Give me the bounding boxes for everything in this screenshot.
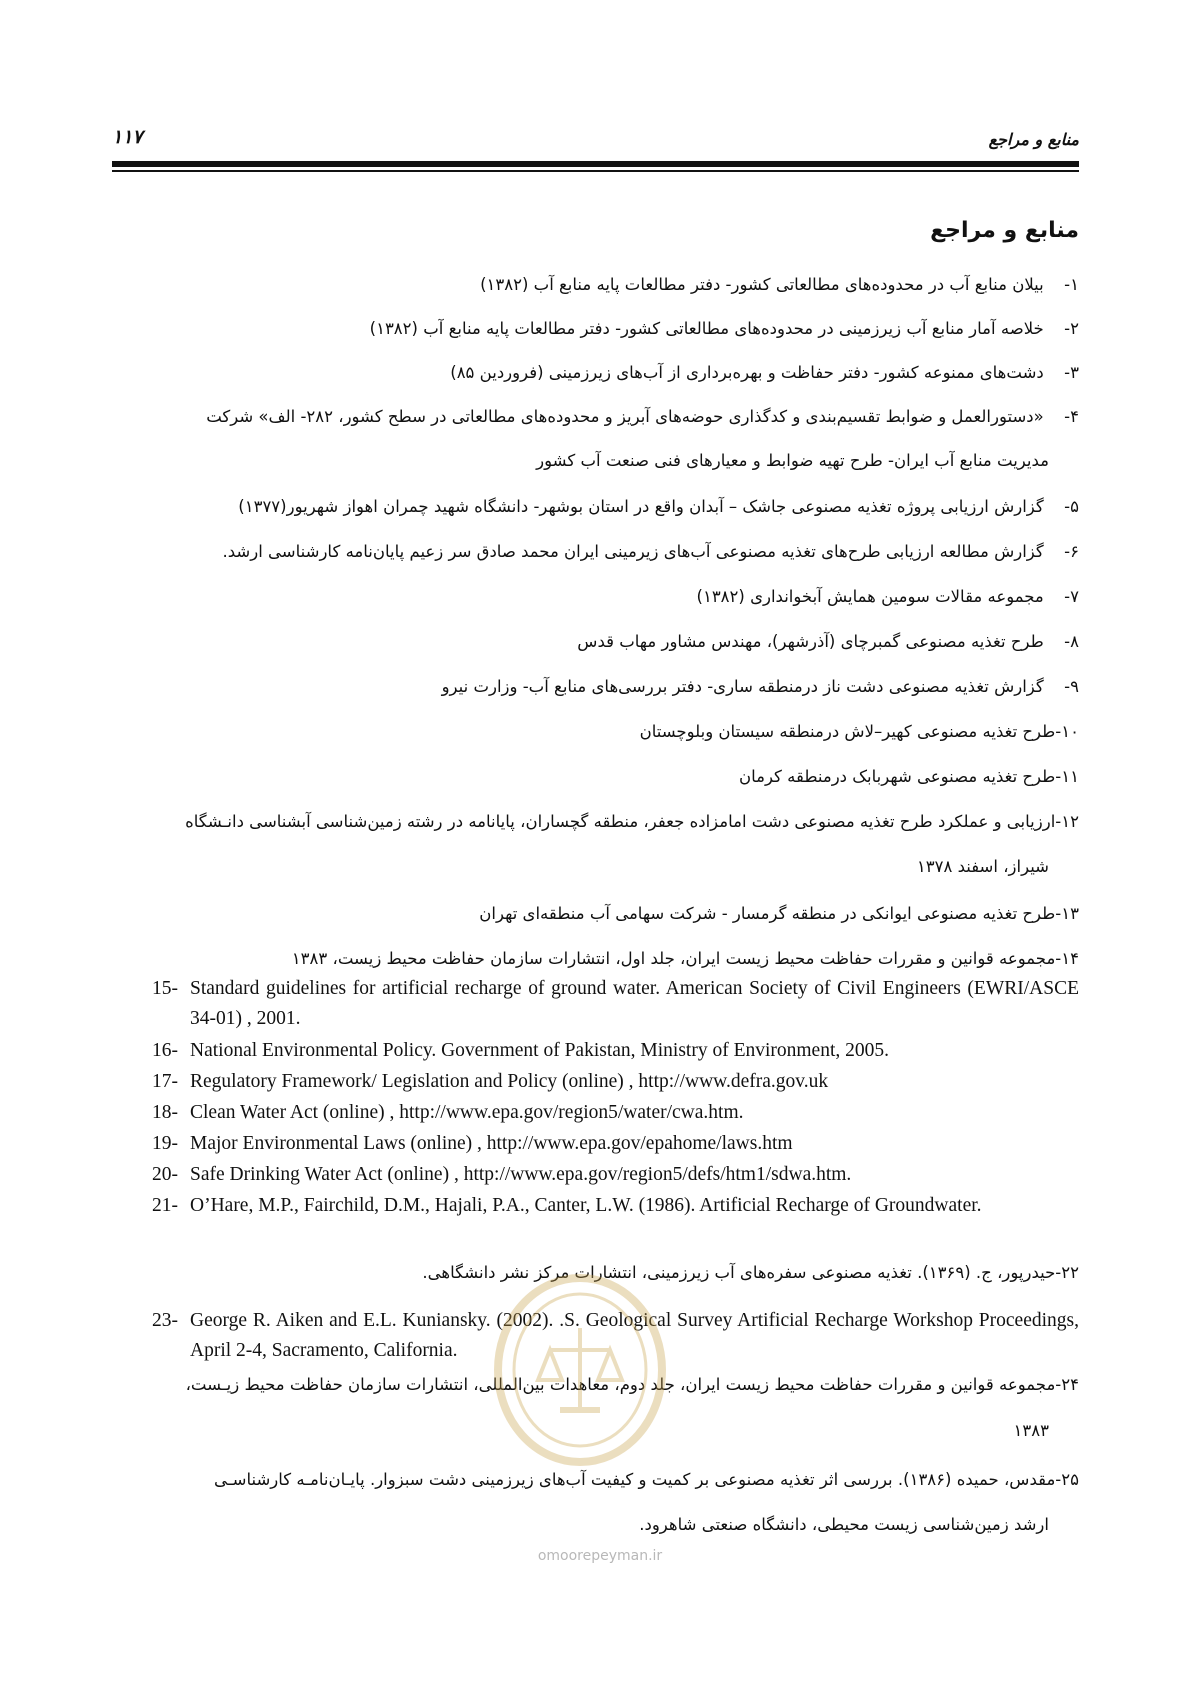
reference-item: 17- Regulatory Framework/ Legislation and Policy (online) , http://www.defra.gov.uk <box>152 1071 829 1092</box>
reference-item: 23- George R. Aiken and E.L. Kuniansky. (2002). .S. Geological Survey Artificial Recharge Workshop Proceedings, April 2-4, Sacramento, California. <box>152 1310 1079 1361</box>
reference-item: ۱۴-مجموعه قوانین و مقررات حفاظت محیط زیست ایران، جلد اول، انتشارات سازمان حفاظت محیط زیست، ۱۳۸۳ <box>291 949 1079 968</box>
reference-item: 16- National Environmental Policy. Government of Pakistan, Ministry of Environment, 2005. <box>152 1040 890 1061</box>
reference-item: 18- Clean Water Act (online) , http://www.epa.gov/region5/water/cwa.htm. <box>152 1102 744 1123</box>
running-header <box>112 126 1079 156</box>
page-number: ۱۱۷ <box>112 126 143 148</box>
header-rule-thin <box>112 170 1079 172</box>
watermark-seal-icon <box>490 1270 670 1470</box>
reference-item: ۱۰-طرح تغذیه مصنوعی کهیر–لاش درمنطقه سیستان وبلوچستان <box>639 722 1079 741</box>
reference-item: ۸- طرح تغذیه مصنوعی گمبرچای (آذرشهر)، مهندس مشاور مهاب قدس <box>577 632 1079 651</box>
reference-item: 21- O’Hare, M.P., Fairchild, D.M., Hajali, P.A., Canter, L.W. (1986). Artificial Recharge of Groundwater. <box>152 1195 982 1216</box>
running-title: منابع و مراجع <box>988 130 1079 149</box>
reference-continuation: ارشد زمین‌شناسی زیست محیطی، دانشگاه صنعتی شاهرود. <box>639 1515 1049 1534</box>
reference-continuation: مدیریت منابع آب ایران- طرح تهیه ضوابط و معیارهای فنی صنعت آب کشور <box>536 451 1049 470</box>
reference-continuation: ۱۳۸۳ <box>1013 1421 1049 1440</box>
reference-item: ۲- خلاصه آمار منابع آب زیرزمینی در محدوده‌های مطالعاتی کشور- دفتر مطالعات پایه منابع آب (۱۳۸۲) <box>369 319 1079 338</box>
reference-item: ۵- گزارش ارزیابی پروژه تغذیه مصنوعی جاشک – آبدان واقع در استان بوشهر- دانشگاه شهید چمران اهواز شهریور(۱۳۷۷) <box>238 497 1079 516</box>
reference-item: ۲۲-حیدرپور، ج. (۱۳۶۹). تغذیه مصنوعی سفره‌های آب زیرزمینی، انتشارات مرکز نشر دانشگاهی. <box>422 1263 1079 1282</box>
reference-item: 15- Standard guidelines for artificial recharge of ground water. American Society of Civil Engineers (EWRI/ASCE 34-01) , 2001. <box>152 978 1079 1029</box>
reference-item: ۱۲-ارزیابی و عملکرد طرح تغذیه مصنوعی دشت امامزاده جعفر، منطقه گچساران، پایانامه در رشته زمین‌شناسی آبشناسی دانـشگاه <box>185 812 1079 831</box>
watermark-text: omoorepeyman.ir <box>537 1548 663 1564</box>
reference-item: ۹- گزارش تغذیه مصنوعی دشت ناز درمنطقه ساری- دفتر بررسی‌های منابع آب- وزارت نیرو <box>441 677 1079 696</box>
reference-item: ۲۵-مقدس، حمیده (۱۳۸۶). بررسی اثر تغذیه مصنوعی بر کمیت و کیفیت آب‌های زیرزمینی دشت سبزوار. پایـان‌نامـه کارشناسـی <box>214 1470 1079 1489</box>
reference-item: ۶- گزارش مطالعه ارزیابی طرح‌های تغذیه مصنوعی آب‌های زیرمینی ایران محمد صادق سر زعیم پایان‌نامه کارشناسی ارشد. <box>222 542 1079 561</box>
reference-item: 19- Major Environmental Laws (online) , http://www.epa.gov/epahome/laws.htm <box>152 1133 793 1154</box>
header-rule-thick <box>112 161 1079 167</box>
reference-item: ۲۴-مجموعه قوانین و مقررات حفاظت محیط زیست ایران، جلد دوم، معاهدات بین‌المللی، انتشارات سازمان حفاظت محیط زیـست، <box>185 1375 1079 1394</box>
reference-item: ۴- «دستورالعمل و ضوابط تقسیم‌بندی و کدگذاری حوضه‌های آبریز و محدوده‌های مطالعاتی در سطح کشور، ۲۸۲- الف» شرکت <box>206 407 1079 426</box>
reference-item: ۳- دشت‌های ممنوعه کشور- دفتر حفاظت و بهره‌برداری از آب‌های زیرزمینی (فروردین ۸۵) <box>450 363 1079 382</box>
reference-item: ۱- بیلان منابع آب در محدوده‌های مطالعاتی کشور- دفتر مطالعات پایه منابع آب (۱۳۸۲) <box>480 275 1079 294</box>
section-heading: منابع و مراجع <box>930 218 1079 243</box>
reference-continuation: شیراز، اسفند ۱۳۷۸ <box>916 857 1049 876</box>
reference-item: 20- Safe Drinking Water Act (online) , http://www.epa.gov/region5/defs/htm1/sdwa.htm. <box>152 1164 852 1185</box>
reference-item: ۷- مجموعه مقالات سومین همایش آبخوانداری (۱۳۸۲) <box>696 587 1079 606</box>
reference-item: ۱۱-طرح تغذیه مصنوعی شهربابک درمنطقه کرمان <box>738 767 1079 786</box>
reference-item: ۱۳-طرح تغذیه مصنوعی ایوانکی در منطقه گرمسار - شرکت سهامی آب منطقه‌ای تهران <box>479 904 1079 923</box>
